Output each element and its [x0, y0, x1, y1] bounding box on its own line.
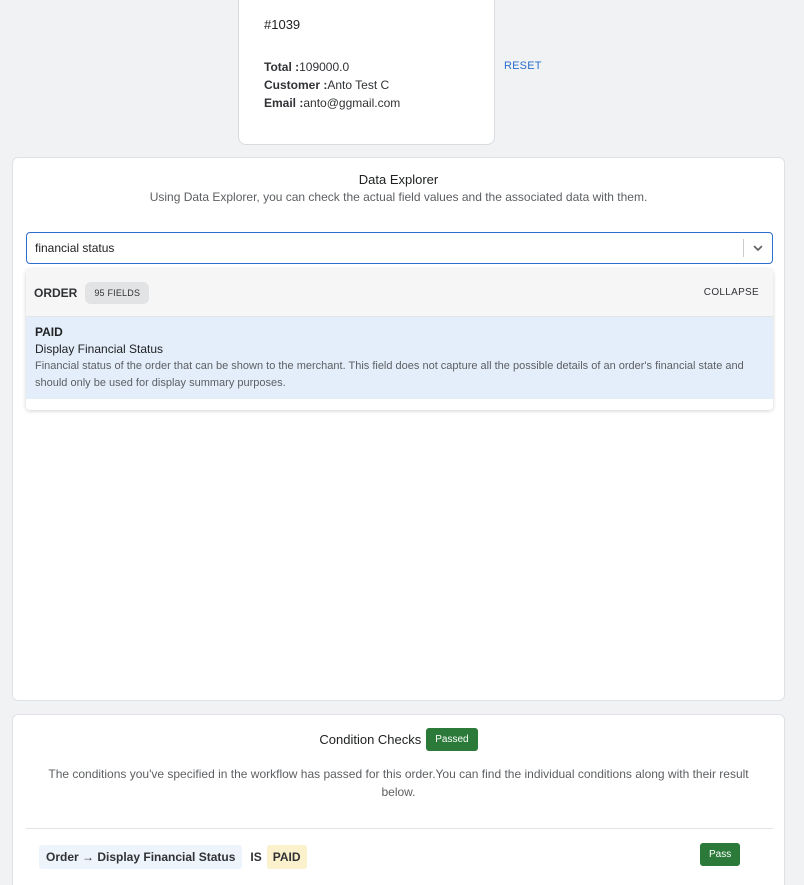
condition-checks-header — [13, 728, 784, 751]
condition-value: PAID — [267, 845, 307, 869]
chevron-down-icon[interactable] — [744, 233, 772, 263]
status-badge: Passed — [426, 728, 477, 751]
order-total — [264, 58, 469, 76]
order-total-value: 109000.0 — [299, 60, 350, 74]
order-id: #1039 — [264, 17, 301, 32]
result-item-value: PAID — [35, 325, 63, 339]
data-explorer-subtitle: Using Data Explorer, you can check the actual field values and the associated data with them. — [149, 190, 648, 204]
results-group-header — [26, 269, 773, 317]
data-explorer-panel — [12, 157, 785, 701]
order-customer — [264, 76, 469, 94]
search-results-dropdown — [26, 269, 773, 410]
order-customer-value: Anto Test C — [327, 78, 390, 92]
field-count-badge: 95 FIELDS — [85, 282, 149, 304]
condition-checks-description: The conditions you've specified in the workflow has passed for this order.You can find the individual conditions along with their result below. — [48, 767, 749, 799]
collapse-button[interactable]: COLLAPSE — [703, 287, 759, 298]
order-email-label: Email : — [264, 96, 304, 110]
condition-row — [39, 845, 307, 869]
order-email-value: anto@ggmail.com — [303, 96, 401, 110]
result-item-description: Financial status of the order that can be shown to the merchant. This field does not capture all the possible details of an order's financial state and should only be used for display summary purposes. — [35, 360, 744, 389]
condition-checks-panel — [12, 714, 785, 885]
condition-field: Order → Display Financial Status — [39, 845, 242, 869]
condition-checks-title: Condition Checks — [319, 732, 422, 747]
data-explorer-title: Data Explorer — [358, 172, 439, 187]
result-item[interactable] — [26, 317, 773, 399]
result-item-name: Display Financial Status — [35, 342, 164, 356]
order-total-label: Total : — [264, 60, 300, 74]
order-customer-label: Customer : — [264, 78, 328, 92]
field-search-box[interactable] — [26, 232, 773, 264]
field-search-input[interactable] — [27, 233, 743, 263]
order-email — [264, 94, 469, 112]
condition-result-badge: Pass — [700, 843, 740, 866]
condition-operator: IS — [250, 850, 262, 864]
condition-divider — [26, 828, 773, 829]
results-group-name: ORDER — [34, 285, 78, 300]
reset-link[interactable]: RESET — [504, 60, 542, 72]
order-summary-card — [238, 0, 495, 145]
